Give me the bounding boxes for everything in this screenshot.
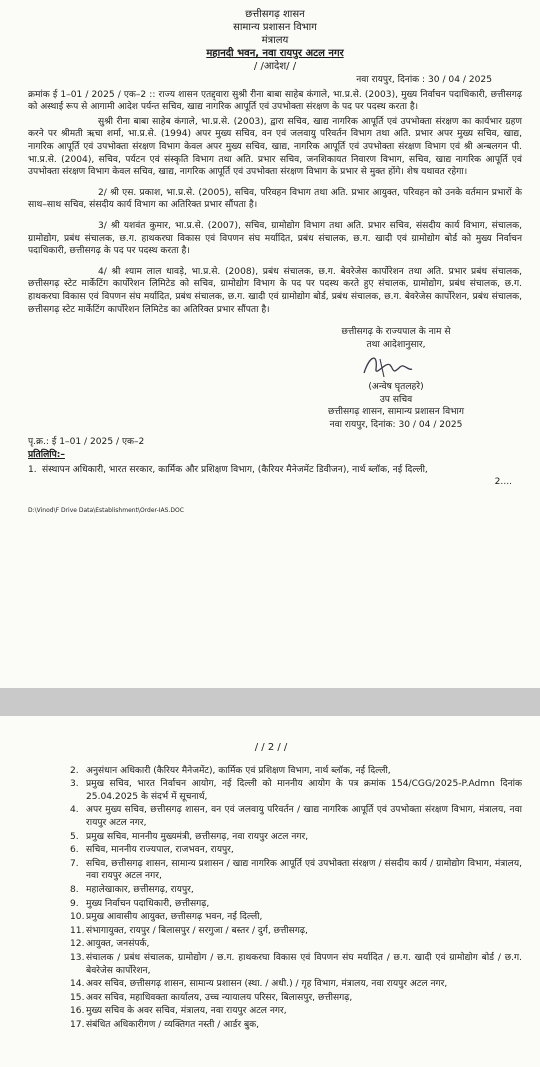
copy-list-item [70,925,522,938]
order-paragraph-4: 4/ श्री श्याम लाल धावड़े, भा.प्र.से. (2008), प्रबंध संचालक, छ.ग. बेवरेजेस कार्पोरेशन तथा अति. प्रभार प्रबंध संचालक, छत्तीसगढ़ स्टेट मार्केटिंग कार्पोरेशन लिमिटेड को सचिव, ग्रामोद्योग विभाग के पद पर पदस्थ करते हुए संचालक, ग्रामोद्योग, प्रबंध संचालक, छ.ग. हाथकरघा विकास एवं विपणन संघ मर्यादित, प्रबंध संचालक, छ.ग. खादी एवं ग्रामोद्योग बोर्ड, प्रबंध संचालक, छ.ग. बेवरेजेस कार्पोरेशन, प्रबंध संचालक, छत्तीसगढ़ स्टेट मार्केटिंग कार्पोरेशन लिमिटेड का अतिरिक्त प्रभार सौंपता है। [28,266,522,315]
copy-list-item [70,938,522,951]
copy-list-number: 4. [70,805,79,816]
document-page-2 [0,716,540,1067]
order-paragraph-1b: सुश्री रीना बाबा साहेब कंगाले, भा.प्र.से. (2003), द्वारा सचिव, खाद्य नागरिक आपूर्ति एवं उपभोक्ता संरक्षण का कार्यभार ग्रहण करने पर श्रीमती ऋचा शर्मा, भा.प्र.से. (1994) अपर मुख्य सचिव, वन एवं जलवायु परिवर्तन विभाग तथा अति. प्रभार अपर मुख्य सचिव, खाद्य, नागरिक आपूर्ति एवं उपभोक्ता संरक्षण विभाग केवल अपर मुख्य सचिव, खाद्य, नागरिक आपूर्ति एवं उपभोक्ता संरक्षण विभाग एवं श्री अन्बलगन पी. भा.प्र.से. (2004), सचिव, पर्यटन एवं संस्कृति विभाग तथा अति. प्रभार सचिव, जनशिकायत निवारण विभाग, सचिव, खाद्य नागरिक आपूर्ति एवं उपभोक्ता संरक्षण विभाग केवल सचिव, खाद्य, नागरिक आपूर्ति एवं उपभोक्ता संरक्षण विभाग के प्रभार से मुक्त होंगे। शेष यथावत रहेगा। [28,116,522,178]
govt-name: छत्तीसगढ़ शासन [245,9,305,20]
copy-list-page-2 [70,765,522,1032]
order-paragraph-1: क्रमांक ई 1–01 / 2025 / एक–2 :: राज्य शासन एतद्द्वारा सुश्री रीना बाबा साहेब कंगाले, भा.प्र.से. (2003), मुख्य निर्वाचन पदाधिकारी, छत्तीसगढ़ को अस्थाई रूप से आगामी आदेश पर्यन्त सचिव, खाद्य नागरिक आपूर्ति एवं उपभोक्ता संरक्षण के पद पर पदस्थ करता है। [28,89,522,113]
copy-list-item [70,858,522,883]
copy-list-number: 2. [70,765,79,776]
copy-list-text: अपर मुख्य सचिव, छत्तीसगढ़ शासन, वन एवं जलवायु परिवर्तन / खाद्य नागरिक आपूर्ति एवं उपभोक्ता संरक्षण विभाग, मंत्रालय, नवा रायपुर अटल नगर, [86,805,522,828]
copy-list-number: 7. [70,858,79,869]
copy-heading: प्रतिलिपि:– [28,450,65,461]
copy-list-number: 14. [70,979,85,990]
copy-list-item [70,844,522,857]
signature-block [286,326,506,432]
copy-list-number: 13. [70,952,85,963]
order-date: नवा रायपुर, दिनांक : 30 / 04 / 2025 [356,75,492,85]
copy-list-text: संबंधित अधिकारीगण / व्यक्तिगत नस्ती / आर्डर बुक, [86,1019,260,1030]
copy-list-page-1 [28,464,522,477]
file-path: D:\Vinod\F Drive Data\Establishment\Order-IAS.DOC [28,507,184,515]
order-paragraph-2: 2/ श्री एस. प्रकाश, भा.प्र.से. (2005), सचिव, परिवहन विभाग तथा अति. प्रभार आयुक्त, परिवहन को उनके वर्तमान प्रभारों के साथ–साथ सचिव, संसदीय कार्य विभाग का अतिरिक्त प्रभार सौंपता है। [28,187,522,211]
order-label: / /आदेश/ / [253,61,297,72]
copy-list-number: 17. [70,1019,85,1030]
copy-list-item [70,804,522,829]
copy-list-number: 1. [28,464,37,475]
copy-list-item [70,911,522,924]
copy-list-number: 6. [70,845,79,856]
copy-list-item [70,884,522,897]
copy-list-number: 8. [70,884,79,895]
copy-list-item [70,765,522,778]
copy-list-number: 5. [70,831,79,842]
department-name: सामान्य प्रशासन विभाग [233,22,317,33]
copy-list-number: 9. [70,898,79,909]
copy-list-number: 16. [70,1006,85,1017]
copy-list-text: संस्थापन अधिकारी, भारत सरकार, कार्मिक और प्रशिक्षण विभाग, (कैरियर मैनेजमेंट डिवीजन), नार्थ ब्लॉक, नई दिल्ली, [42,464,428,475]
ministry-label: मंत्रालय [261,35,289,46]
copy-list-text: सचिव, माननीय राज्यपाल, राजभवन, रायपुर, [86,845,234,856]
signatory-designation: उप सचिव [379,394,413,405]
copy-list-number: 10. [70,912,85,923]
governor-line-2: तथा आदेशानुसार, [366,339,426,350]
copy-list-text: महालेखाकार, छत्तीसगढ़, रायपुर, [86,884,194,895]
signatory-name: (अन्वेष घृतलहरे) [368,382,424,393]
copy-list-number: 3. [70,779,79,790]
page-2-header: / / 2 / / [254,742,288,753]
office-address: महानदी भवन, नवा रायपुर अटल नगर [206,48,344,59]
endorsement-number: पृ.क्र.: ई 1–01 / 2025 / एक–2 [28,436,145,447]
copy-list-text: संचालक / प्रबंध संचालक, ग्रामोद्योग / छ.ग. हाथकरघा विकास एवं विपणन संघ मर्यादित / छ.ग. खादी एवं ग्रामोद्योग बोर्ड / छ.ग. बेवरेजेस कार्पोरेशन, [86,952,522,976]
signatory-department: छत्तीसगढ़ शासन, सामान्य प्रशासन विभाग [327,407,465,418]
copy-list-text: अनुसंधान अधिकारी (कैरियर मैनेजमेंट), कार्मिक एवं प्रशिक्षण विभाग, नार्थ ब्लॉक, नई दिल्ली, [86,765,391,776]
copy-list-item [70,1019,522,1032]
copy-list-text: प्रमुख आवासीय आयुक्त, छत्तीसगढ़ भवन, नई दिल्ली, [86,912,263,923]
copy-list-text: अवर सचिव, महाधिवक्ता कार्यालय, उच्च न्यायालय परिसर, बिलासपुर, छत्तीसगढ़, [86,992,353,1003]
copy-list-text: आयुक्त, जनसंपर्क, [86,939,150,950]
copy-list-item [70,898,522,911]
signatory-date: नवा रायपुर, दिनांक: 30 / 04 / 2025 [329,420,463,431]
copy-list-text: मुख्य सचिव के अवर सचिव, मंत्रालय, नवा रायपुर अटल नगर, [86,1006,287,1017]
copy-list-text: प्रमुख सचिव, भारत निर्वाचन आयोग, नई दिल्ली को माननीय आयोग के पत्र क्रमांक 154/CGG/2025-P.Admn दिनांक 25.04.2025 के संदर्भ में सूचनार्थ, [86,779,522,802]
order-paragraph-3: 3/ श्री यशवंत कुमार, भा.प्र.से. (2007), सचिव, ग्रामोद्योग विभाग तथा अति. प्रभार सचिव, संसदीय कार्य विभाग, संचालक, ग्रामोद्योग, प्रबंध संचालक, छ.ग. हाथकरघा विकास एवं विपणन संघ मर्यादित, प्रबंध संचालक, छ.ग. खादी एवं ग्रामोद्योग बोर्ड को मुख्य निर्वाचन पदाधिकारी, छत्तीसगढ़ के पद पर पदस्थ करता है। [28,220,522,257]
copy-list-item [70,831,522,844]
copy-list-item [70,778,522,803]
copy-list-text: संभागायुक्त, रायपुर / बिलासपुर / सरगुजा / बस्तर / दुर्ग, छत्तीसगढ़, [86,925,308,936]
copy-list-item [70,952,522,977]
copy-list-item [70,978,522,991]
copy-list-text: प्रमुख सचिव, माननीय मुख्यमंत्री, छत्तीसगढ़, नवा रायपुर अटल नगर, [86,831,309,842]
copy-list-item [70,1005,522,1018]
handwritten-signature [286,351,506,381]
copy-list-text: सचिव, छत्तीसगढ़ शासन, सामान्य प्रशासन / खाद्य नागरिक आपूर्ति एवं उपभोक्ता संरक्षण / संसदीय कार्य / ग्रामोद्योग विभाग, मंत्रालय, नवा रायपुर अटल नगर, [86,858,522,882]
copy-list-item [28,464,522,477]
copy-list-item [70,992,522,1005]
copy-list-text: मुख्य निर्वाचन पदाधिकारी, छत्तीसगढ़, [86,898,210,909]
governor-line-1: छत्तीसगढ़ के राज्यपाल के नाम से [341,327,451,338]
copy-list-number: 11. [70,925,85,936]
copy-list-number: 12. [70,939,85,950]
copy-list-text: अवर सचिव, छत्तीसगढ़ शासन, सामान्य प्रशासन (स्था. / अधी.) / गृह विभाग, मंत्रालय, नवा रायपुर अटल नगर, [86,979,448,990]
copy-list-number: 15. [70,992,85,1003]
next-page-marker: 2.... [494,477,512,488]
